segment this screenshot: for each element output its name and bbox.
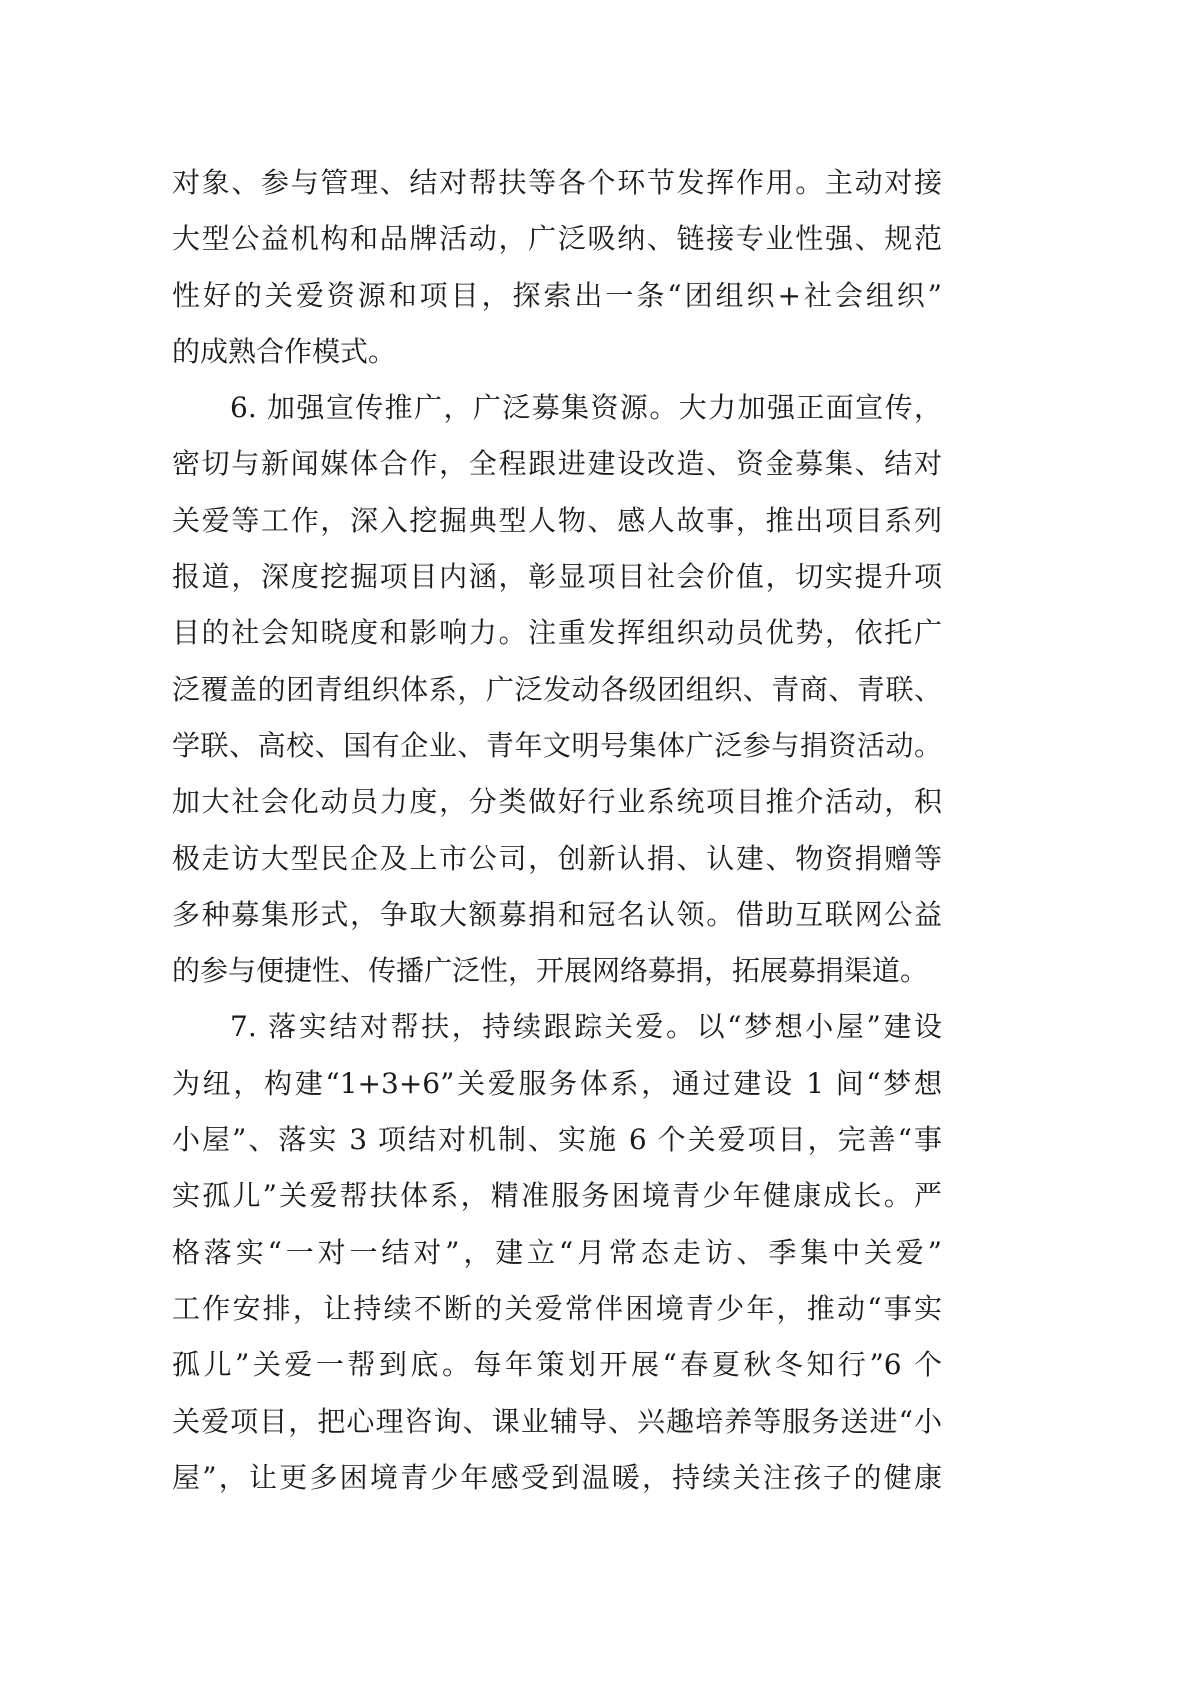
text-line: 目的社会知晓度和影响力。注重发挥组织动员优势，依托广 (172, 616, 942, 650)
text-line: 大型公益机构和品牌活动，广泛吸纳、链接专业性强、规范 (172, 222, 942, 256)
text-line: 为纽，构建“1+3+6”关爱服务体系，通过建设 1 间“梦想 (172, 1066, 942, 1100)
text-line: 性好的关爱资源和项目，探索出一条“团组织+社会组织” (172, 278, 942, 312)
document-body (172, 155, 942, 1506)
text-line: 工作安排，让持续不断的关爱常伴困境青少年，推动“事实 (172, 1291, 942, 1325)
text-line: 6. 加强宣传推广，广泛募集资源。大力加强正面宣传， (230, 391, 942, 425)
text-line: 多种募集形式，争取大额募捐和冠名认领。借助互联网公益 (172, 897, 942, 931)
text-line: 学联、高校、国有企业、青年文明号集体广泛参与捐资活动。 (172, 728, 942, 762)
text-line: 密切与新闻媒体合作，全程跟进建设改造、资金募集、结对 (172, 447, 942, 481)
text-line: 加大社会化动员力度，分类做好行业系统项目推介活动，积 (172, 785, 942, 819)
text-line: 关爱项目，把心理咨询、课业辅导、兴趣培养等服务送进“小 (172, 1404, 942, 1438)
text-line: 屋”，让更多困境青少年感受到温暖，持续关注孩子的健康 (172, 1460, 942, 1494)
text-line: 泛覆盖的团青组织体系，广泛发动各级团组织、青商、青联、 (172, 672, 942, 706)
text-line: 对象、参与管理、结对帮扶等各个环节发挥作用。主动对接 (172, 166, 942, 199)
text-line: 孤儿”关爱一帮到底。每年策划开展“春夏秋冬知行”6 个 (172, 1348, 942, 1382)
text-line: 报道，深度挖掘项目内涵，彰显项目社会价值，切实提升项 (172, 560, 942, 594)
text-line: 关爱等工作，深入挖掘典型人物、感人故事，推出项目系列 (172, 503, 942, 537)
text-line: 极走访大型民企及上市公司，创新认捐、认建、物资捐赠等 (172, 841, 942, 875)
text-line: 7. 落实结对帮扶，持续跟踪关爱。以“梦想小屋”建设 (230, 1010, 942, 1044)
text-line: 实孤儿”关爱帮扶体系，精准服务困境青少年健康成长。严 (172, 1179, 942, 1213)
text-line: 的成熟合作模式。 (172, 334, 397, 368)
text-line: 格落实“一对一结对”，建立“月常态走访、季集中关爱” (172, 1235, 942, 1269)
text-line: 小屋”、落实 3 项结对机制、实施 6 个关爱项目，完善“事 (172, 1123, 942, 1157)
text-line: 的参与便捷性、传播广泛性，开展网络募捐，拓展募捐渠道。 (172, 954, 929, 988)
